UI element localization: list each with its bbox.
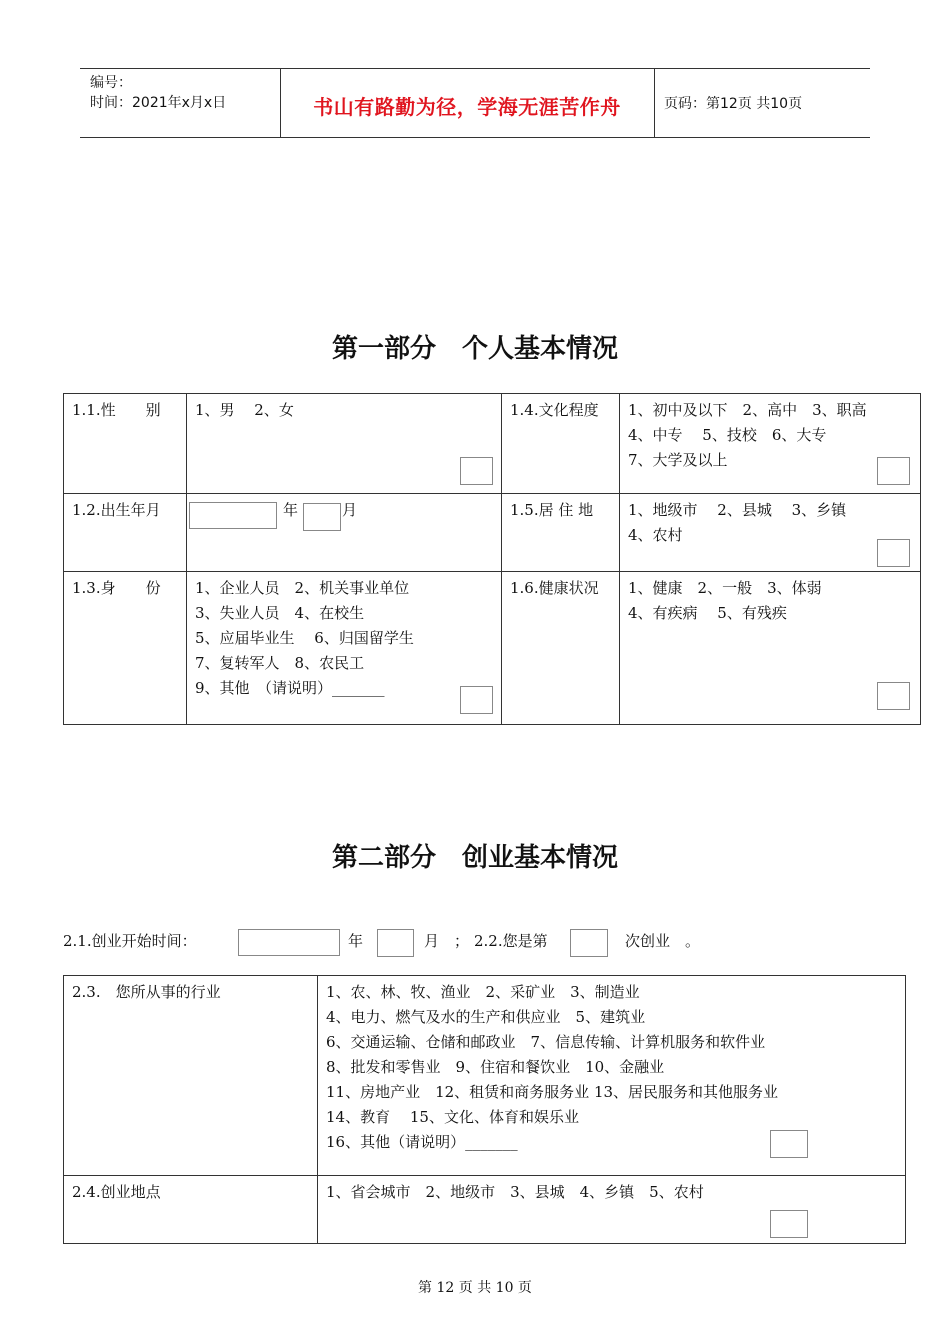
education-option-line: 4、中专 5、技校 6、大专	[628, 426, 827, 444]
birth-cell	[187, 494, 502, 572]
birth-month-box[interactable]	[303, 503, 341, 531]
industry-option-line: 11、房地产业 12、租赁和商务服务业 13、居民服务和其他服务业	[326, 1083, 779, 1101]
header-meta	[90, 73, 226, 113]
birth-label: 1.2.出生年月	[64, 494, 187, 572]
industry-option-line: 1、农、林、牧、渔业 2、采矿业 3、制造业	[326, 983, 640, 1001]
times-label: 2.2.您是第	[474, 932, 548, 950]
month-unit: 月	[342, 501, 358, 519]
industry-option-line: 6、交通运输、仓储和邮政业 7、信息传输、计算机服务和软件业	[326, 1033, 766, 1051]
business-info-table	[63, 975, 906, 1244]
health-label: 1.6.健康状况	[502, 572, 620, 725]
birth-year-box[interactable]	[189, 502, 277, 529]
times-box[interactable]	[570, 929, 608, 957]
identity-option-line: 7、复转军人 8、农民工	[195, 654, 365, 672]
identity-answer-box[interactable]	[460, 686, 493, 714]
location-answer-box[interactable]	[770, 1210, 808, 1238]
residence-option-line: 1、地级市 2、县城 3、乡镇	[628, 501, 847, 519]
education-option-line: 7、大学及以上	[628, 451, 728, 469]
number-label: 编号：	[90, 75, 132, 91]
part1-title: 第一部分 个人基本情况	[331, 334, 618, 364]
health-answer-box[interactable]	[877, 682, 910, 710]
industry-answer-box[interactable]	[770, 1130, 808, 1158]
health-option-line: 4、有疾病 5、有残疾	[628, 604, 787, 622]
residence-label: 1.5.居 住 地	[502, 494, 620, 572]
location-cell	[318, 1176, 906, 1244]
header-divider	[654, 69, 655, 137]
industry-cell	[318, 976, 906, 1176]
personal-info-table	[63, 393, 921, 725]
time-label: 时间：2021年x月x日	[90, 95, 227, 111]
education-answer-box[interactable]	[877, 457, 910, 485]
gender-options: 1、男 2、女	[195, 401, 294, 419]
industry-label: 2.3. 您所从事的行业	[64, 976, 318, 1176]
times-suffix: 次创业 。	[625, 932, 701, 950]
document-header	[80, 68, 870, 138]
location-label: 2.4.创业地点	[64, 1176, 318, 1244]
industry-option-line: 16、其他（请说明）_______	[326, 1133, 518, 1151]
start-time-label: 2.1.创业开始时间：	[63, 932, 197, 950]
health-cell	[620, 572, 921, 725]
start-year-box[interactable]	[238, 929, 340, 956]
start-month-box[interactable]	[377, 929, 414, 957]
industry-option-line: 8、批发和零售业 9、住宿和餐饮业 10、金融业	[326, 1058, 665, 1076]
residence-answer-box[interactable]	[877, 539, 910, 567]
identity-option-line: 3、失业人员 4、在校生	[195, 604, 365, 622]
start-year-unit: 年	[348, 932, 364, 950]
identity-option-line: 9、其他 （请说明）_______	[195, 679, 385, 697]
residence-option-line: 4、农村	[628, 526, 683, 544]
industry-option-line: 14、教育 15、文化、体育和娱乐业	[326, 1108, 579, 1126]
identity-option-line: 5、应届毕业生 6、归国留学生	[195, 629, 414, 647]
gender-cell	[187, 394, 502, 494]
page-info: 页码：第12页 共10页	[664, 96, 803, 112]
health-option-line: 1、健康 2、一般 3、体弱	[628, 579, 822, 597]
identity-option-line: 1、企业人员 2、机关事业单位	[195, 579, 410, 597]
industry-option-line: 4、电力、燃气及水的生产和供应业 5、建筑业	[326, 1008, 646, 1026]
start-month-unit: 月 ；	[424, 932, 470, 950]
identity-cell	[187, 572, 502, 725]
residence-cell	[620, 494, 921, 572]
gender-answer-box[interactable]	[460, 457, 493, 485]
part2-title: 第二部分 创业基本情况	[331, 843, 618, 873]
motto: 书山有路勤为径，学海无涯苦作舟	[313, 95, 621, 119]
education-label: 1.4.文化程度	[502, 394, 620, 494]
identity-label: 1.3.身 份	[64, 572, 187, 725]
page-footer: 第 12 页 共 10 页	[418, 1280, 532, 1296]
location-options: 1、省会城市 2、地级市 3、县城 4、乡镇 5、农村	[326, 1183, 704, 1201]
gender-label: 1.1.性 别	[64, 394, 187, 494]
education-cell	[620, 394, 921, 494]
year-unit: 年	[283, 501, 299, 519]
education-option-line: 1、初中及以下 2、高中 3、职高	[628, 401, 867, 419]
